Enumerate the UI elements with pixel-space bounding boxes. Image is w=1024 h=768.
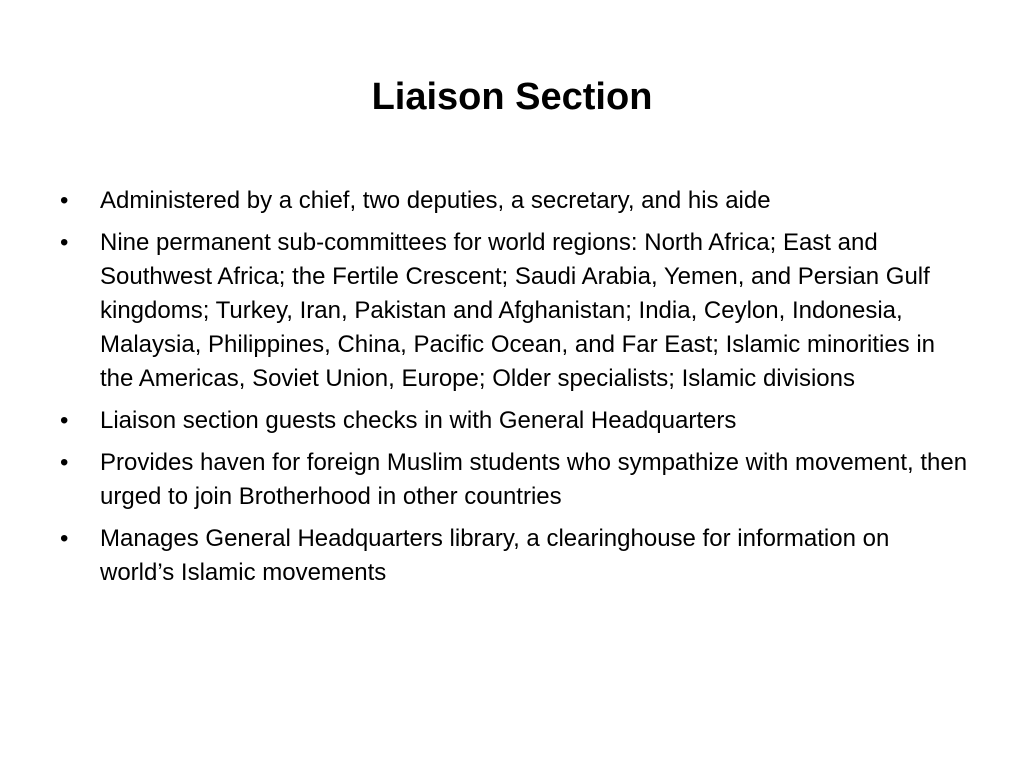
bullet-text: Administered by a chief, two deputies, a secretary, and his aide [100,187,771,214]
bullet-icon: • [60,407,69,434]
bullet-item-guests [60,404,970,438]
bullet-icon: • [60,449,69,476]
bullet-text: Liaison section guests checks in with General Headquarters [100,407,737,434]
bullet-item-library [60,522,970,590]
slide-title: Liaison Section [371,76,653,118]
bullet-icon: • [60,525,69,552]
bullet-list [60,184,970,598]
bullet-item-subcommittees [60,226,970,396]
bullet-item-haven [60,446,970,514]
bullet-item-chief [60,184,970,218]
bullet-text: Provides haven for foreign Muslim students who sympathize with movement, then urged to join Brotherhood in other countries [100,449,968,510]
bullet-icon: • [60,187,69,214]
bullet-icon: • [60,229,69,256]
bullet-text: Manages General Headquarters library, a clearinghouse for information on world’s Islamic movements [100,525,890,586]
bullet-text: Nine permanent sub-committees for world regions: North Africa; East and Southwest Africa; the Fertile Crescent; Saudi Arabia, Yemen, and Persian Gulf kingdoms; Turkey, Iran, Pakistan and Afghanistan; India, Ceylon, Indonesia, Malaysia, Philippines, China, Pacific Ocean, and Far East; Islamic minorities in the Americas, Soviet Union, Europe; Older specialists; Islamic divisions [100,229,936,392]
